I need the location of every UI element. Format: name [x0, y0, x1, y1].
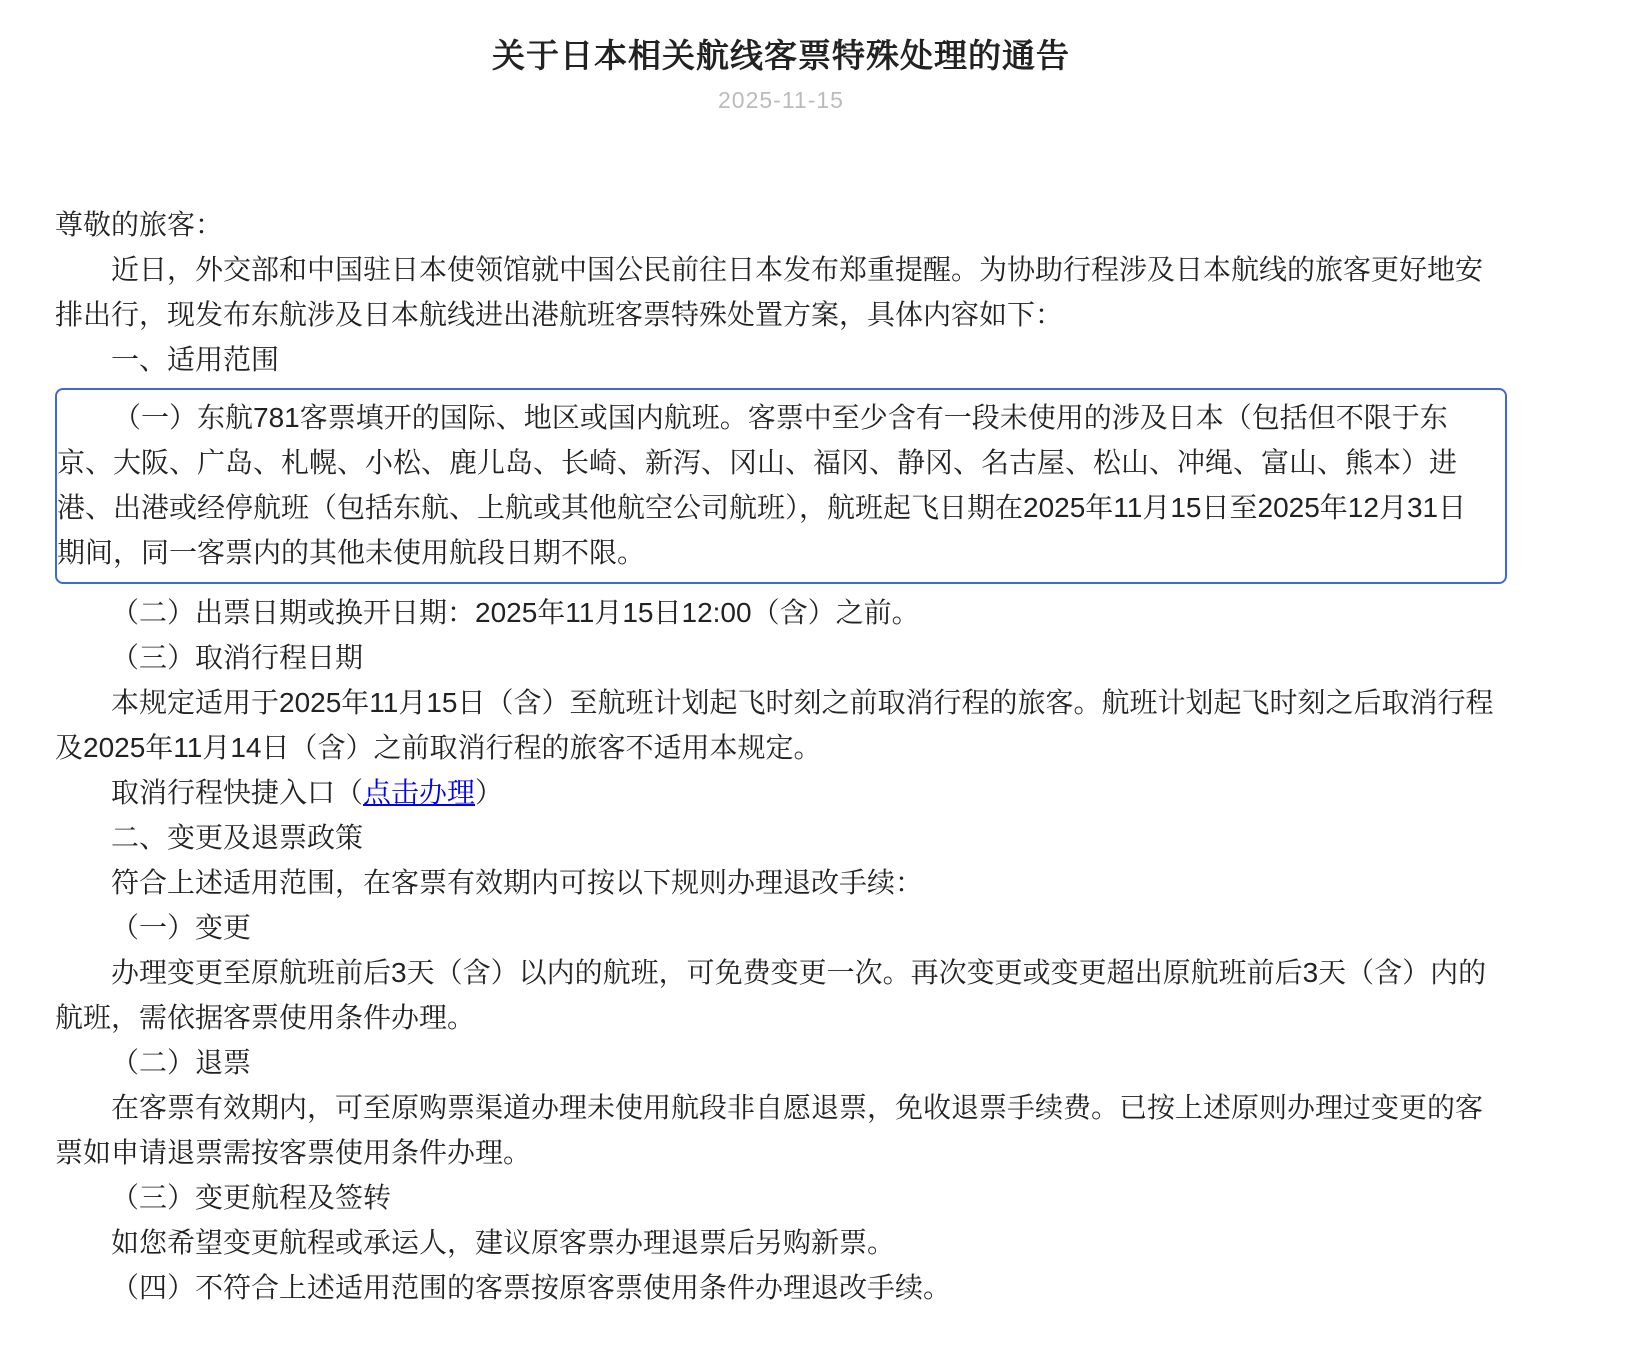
page-title: 关于日本相关航线客票特殊处理的通告 [492, 37, 1070, 74]
cancel-trip-link[interactable]: 点击办理 [363, 777, 476, 808]
publish-date: 2025-11-15 [718, 87, 844, 113]
cancel-entry-prefix: 取消行程快捷入口（ [111, 777, 364, 808]
other-tickets-paragraph: （四）不符合上述适用范围的客票按原客票使用条件办理退改手续。 [111, 1272, 952, 1303]
reroute-paragraph: 如您希望变更航程或承运人，建议原客票办理退票后另购新票。 [111, 1227, 896, 1258]
intro-paragraph: 近日，外交部和中国驻日本使领馆就中国公民前往日本发布郑重提醒。为协助行程涉及日本航线的旅客更好地安排出行，现发布东航涉及日本航线进出港航班客票特殊处置方案，具体内容如下： [55, 254, 1484, 330]
change-heading: （一）变更 [111, 912, 252, 943]
cancel-date-paragraph: 本规定适用于2025年11月15日（含）至航班计划起飞时刻之前取消行程的旅客。航班计划起飞时刻之后取消行程及2025年11月14日（含）之前取消行程的旅客不适用本规定。 [55, 687, 1494, 763]
scope-item-3-heading: （三）取消行程日期 [111, 642, 364, 673]
section-2-heading: 二、变更及退票政策 [111, 822, 364, 853]
change-paragraph: 办理变更至原航班前后3天（含）以内的航班，可免费变更一次。再次变更或变更超出原航班前后3天（含）内的航班，需依据客票使用条件办理。 [55, 957, 1487, 1033]
cancel-entry-line [55, 770, 1507, 815]
reroute-heading: （三）变更航程及签转 [111, 1182, 392, 1213]
notice-container [55, 30, 1507, 1310]
refund-paragraph: 在客票有效期内，可至原购票渠道办理未使用航段非自愿退票，免收退票手续费。已按上述原则办理过变更的客票如申请退票需按客票使用条件办理。 [55, 1092, 1484, 1168]
scope-item-1-boxed: （一）东航781客票填开的国际、地区或国内航班。客票中至少含有一段未使用的涉及日本（包括但不限于东京、大阪、广岛、札幌、小松、鹿儿岛、长崎、新泻、冈山、福冈、静冈、名古屋、松山、冲绳、富山、熊本）进港、出港或经停航班（包括东航、上航或其他航空公司航班），航班起飞日期在2025年11月15日至2025年12月31日期间，同一客票内的其他未使用航段日期不限。 [55, 388, 1507, 584]
section-1-heading: 一、适用范围 [111, 344, 280, 375]
refund-heading: （二）退票 [111, 1047, 252, 1078]
scope-item-2: （二）出票日期或换开日期：2025年11月15日12:00（含）之前。 [111, 597, 920, 628]
policy-intro: 符合上述适用范围，在客票有效期内可按以下规则办理退改手续： [111, 867, 924, 898]
salutation: 尊敬的旅客： [55, 209, 224, 240]
cancel-entry-suffix: ） [475, 777, 504, 808]
notice-body [55, 202, 1507, 1310]
